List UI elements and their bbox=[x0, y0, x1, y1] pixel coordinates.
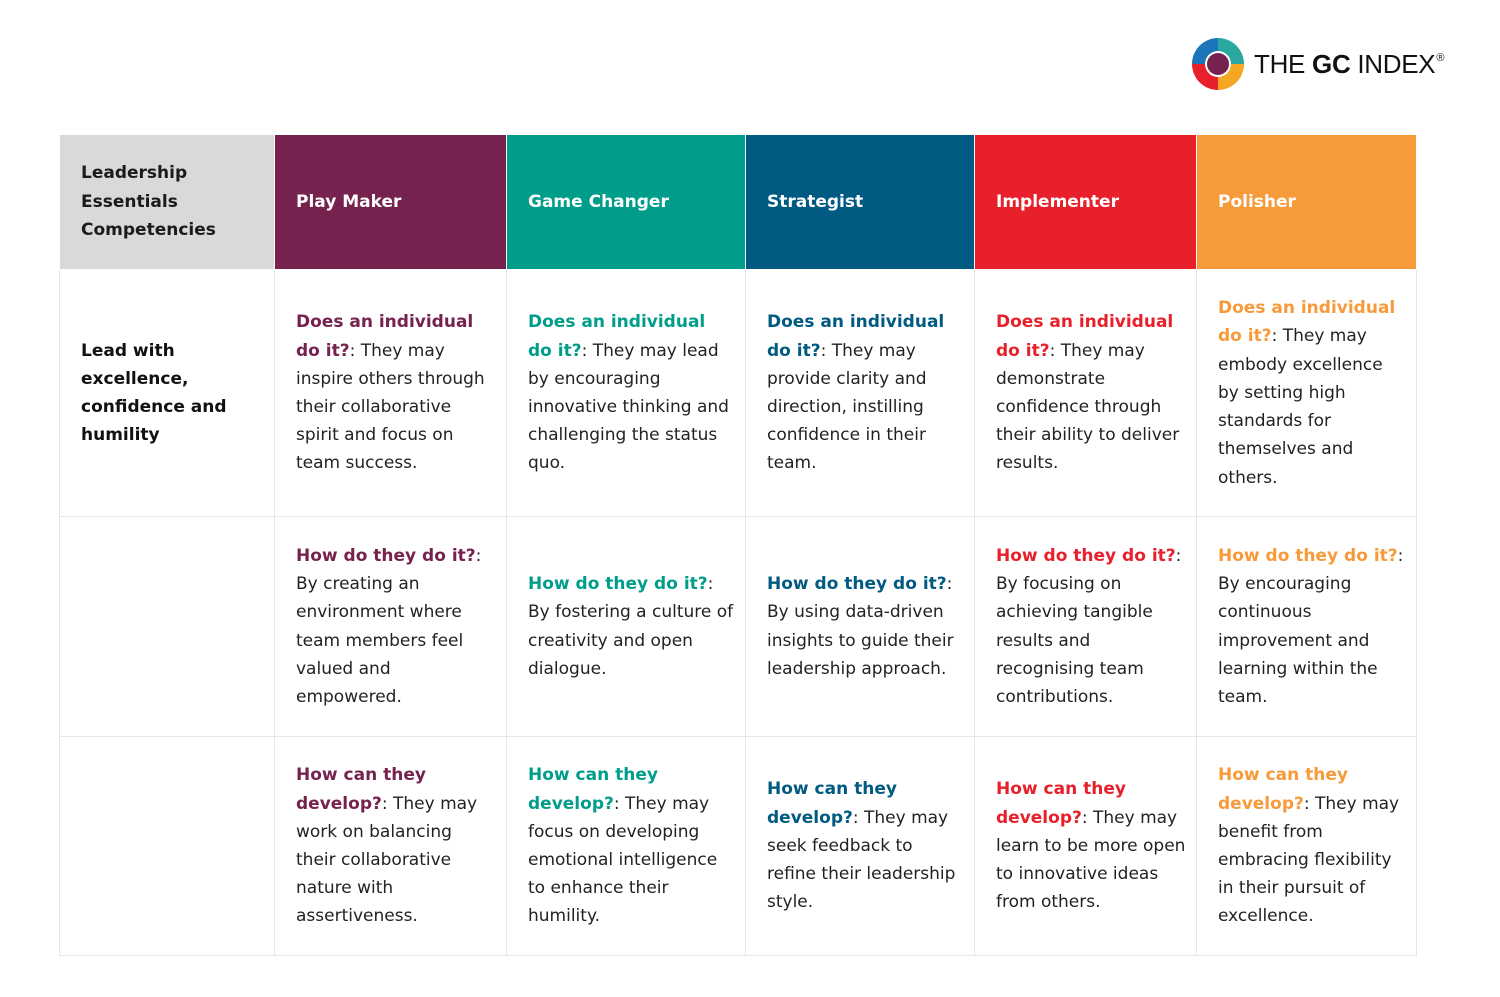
question-label: How can they develop? bbox=[1218, 765, 1348, 814]
cell-text: : They may lead by encouraging innovative thinking and challenging the status quo. bbox=[528, 340, 729, 474]
header-implementer: Implementer bbox=[975, 135, 1197, 270]
question-label: How can they develop? bbox=[767, 779, 897, 828]
cell-text: : They may benefit from embracing flexibility in their pursuit of excellence. bbox=[1218, 793, 1400, 927]
question-label: How can they develop? bbox=[296, 765, 426, 814]
gc-index-logo bbox=[1190, 36, 1444, 92]
cell-text: : By fostering a culture of creativity and open dialogue. bbox=[528, 574, 734, 679]
game-changer-cell bbox=[507, 737, 746, 956]
question-label: Does an individual do it? bbox=[528, 312, 706, 361]
question-label: How do they do it? bbox=[1218, 545, 1398, 566]
polisher-cell bbox=[1197, 517, 1417, 737]
question-label: Does an individual do it? bbox=[996, 312, 1174, 361]
cell-text: : By focusing on achieving tangible results and recognising team contributions. bbox=[996, 545, 1182, 707]
question-label: Does an individual do it? bbox=[1218, 298, 1396, 347]
header-competencies: Leadership Essentials Competencies bbox=[60, 135, 275, 270]
cell-text: : By using data-driven insights to guide their leadership approach. bbox=[767, 574, 954, 679]
strategist-cell bbox=[746, 270, 975, 517]
question-label: How do they do it? bbox=[767, 574, 947, 595]
competency-cell: Lead with excellence, confidence and humility bbox=[60, 270, 275, 517]
question-label: How do they do it? bbox=[528, 574, 708, 595]
question-label: Does an individual do it? bbox=[767, 312, 945, 361]
implementer-cell bbox=[975, 270, 1197, 517]
implementer-cell bbox=[975, 517, 1197, 737]
play-maker-cell bbox=[275, 270, 507, 517]
cell-text: : They may inspire others through their collaborative spirit and focus on team success. bbox=[296, 340, 485, 474]
polisher-cell bbox=[1197, 737, 1417, 956]
gc-index-logo-icon bbox=[1190, 36, 1246, 92]
header-strategist: Strategist bbox=[746, 135, 975, 270]
header-polisher: Polisher bbox=[1197, 135, 1417, 270]
question-label: Does an individual do it? bbox=[296, 312, 474, 361]
game-changer-cell bbox=[507, 517, 746, 737]
header-game-changer: Game Changer bbox=[507, 135, 746, 270]
play-maker-cell bbox=[275, 517, 507, 737]
cell-text: : By creating an environment where team members feel valued and empowered. bbox=[296, 545, 482, 707]
strategist-cell bbox=[746, 737, 975, 956]
cell-text: : They may seek feedback to refine their leadership style. bbox=[767, 807, 956, 913]
polisher-cell bbox=[1197, 270, 1417, 517]
cell-text: : They may focus on developing emotional intelligence to enhance their humility. bbox=[528, 793, 718, 927]
implementer-cell bbox=[975, 737, 1197, 956]
question-label: How can they develop? bbox=[528, 765, 658, 814]
header-row bbox=[60, 135, 1417, 270]
table-row bbox=[60, 517, 1417, 737]
strategist-cell bbox=[746, 517, 975, 737]
competency-cell bbox=[60, 737, 275, 956]
competency-table bbox=[59, 134, 1417, 956]
play-maker-cell bbox=[275, 737, 507, 956]
table-row bbox=[60, 737, 1417, 956]
cell-text: : They may work on balancing their collaborative nature with assertiveness. bbox=[296, 793, 478, 927]
cell-text: : By encouraging continuous improvement and learning within the team. bbox=[1218, 545, 1404, 707]
table-row bbox=[60, 270, 1417, 517]
header-play-maker: Play Maker bbox=[275, 135, 507, 270]
question-label: How do they do it? bbox=[996, 545, 1176, 566]
cell-text: : They may learn to be more open to innovative ideas from others. bbox=[996, 807, 1186, 913]
cell-text: : They may demonstrate confidence through their ability to deliver results. bbox=[996, 340, 1180, 474]
game-changer-cell bbox=[507, 270, 746, 517]
question-label: How do they do it? bbox=[296, 545, 476, 566]
competency-cell bbox=[60, 517, 275, 737]
question-label: How can they develop? bbox=[996, 779, 1126, 828]
cell-text: : They may embody excellence by setting high standards for themselves and others. bbox=[1218, 326, 1383, 488]
logo-text: THE GC INDEX® bbox=[1254, 48, 1445, 79]
cell-text: : They may provide clarity and direction, instilling confidence in their team. bbox=[767, 340, 927, 474]
